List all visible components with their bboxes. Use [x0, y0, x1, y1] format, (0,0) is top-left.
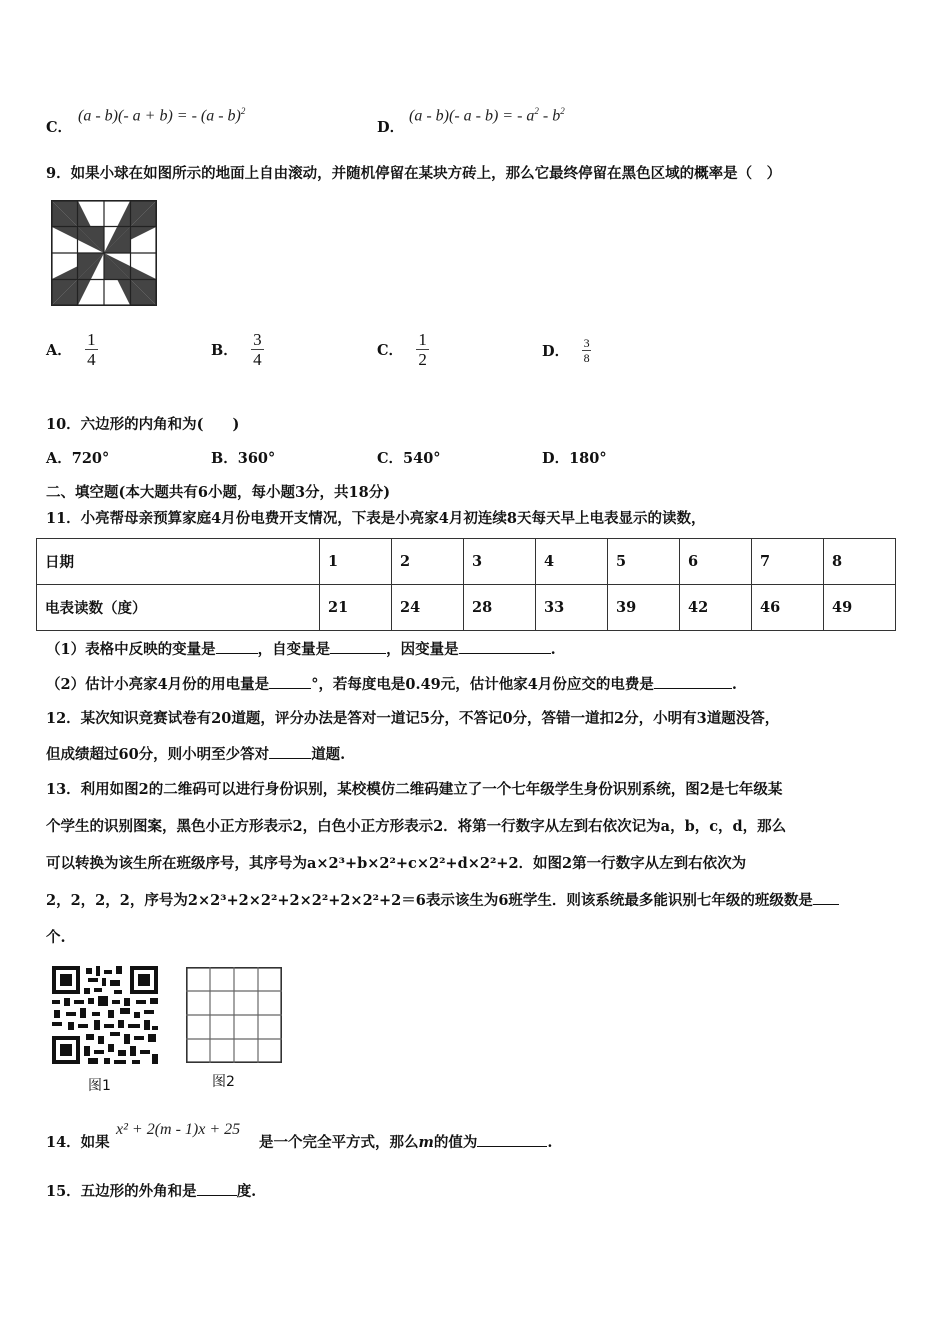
q11-table [36, 538, 896, 631]
table-cell: 7 [752, 539, 824, 585]
q13-line5: 个. [46, 929, 66, 946]
table-cell: 21 [320, 585, 392, 631]
q10-option-a: A．720° [46, 450, 110, 467]
q12-line2: 但成绩超过60分，则小明至少答对 道题. [46, 746, 346, 763]
table-cell: 5 [608, 539, 680, 585]
answer-blank[interactable] [269, 744, 311, 759]
answer-blank[interactable] [197, 1181, 237, 1196]
table-cell: 4 [536, 539, 608, 585]
answer-blank[interactable] [813, 890, 839, 905]
table-cell: 28 [464, 585, 536, 631]
table-cell: 8 [824, 539, 896, 585]
q13-line4: 2，2，2，2，序号为2×2³+2×2²+2×2²+2×2²+2＝6表示该生为6班学生．则该系统最多能识别七年级的班级数是 [46, 889, 839, 910]
q15-text: 15．五边形的外角和是 度. [46, 1183, 257, 1200]
table-row [37, 539, 896, 585]
table-cell: 3 [464, 539, 536, 585]
q10-option-b: B．360° [211, 450, 276, 467]
q13-line1: 13．利用如图2的二维码可以进行身份识别，某校模仿二维码建立了一个七年级学生身份识别系统，图2是七年级某 [46, 781, 783, 798]
qr-code-image [52, 966, 158, 1064]
q9-option-a: A． $\frac{1}{4}$ [46, 330, 98, 369]
table-header-cell: 电表读数（度） [37, 585, 320, 631]
q10-option-c: C．540° [377, 450, 441, 467]
q9-tile-figure [51, 200, 157, 306]
figure2-label: 图2 [212, 1074, 235, 1090]
table-header-cell: 日期 [37, 539, 320, 585]
q8-option-c-label: C． [46, 119, 73, 136]
q13-line3: 可以转换为该生所在班级序号，其序号为a×2³+b×2²+c×2²+d×2²+2．如图2第一行数字从左到右依次为 [46, 855, 747, 872]
table-cell: 39 [608, 585, 680, 631]
figure1-label: 图1 [88, 1078, 111, 1094]
q14-expression: x² + 2(m - 1)x + 25 [116, 1121, 241, 1138]
q8-option-d-expr: (a - b)(- a - b) = - $a^2 - b^2$ [409, 106, 565, 125]
q12-line1: 12．某次知识竞赛试卷有20道题，评分办法是答对一道记5分，不答记0分，答错一道扣2分，小明有3道题没答， [46, 710, 780, 727]
q8-option-c-expr: (a - b)(- a + b) = - (a - b)$^2$ [78, 106, 246, 125]
q9-option-d: D． $\frac{3}{8}$ [542, 336, 590, 365]
section-title: 二、填空题(本大题共有6小题，每小题3分，共18分) [46, 484, 391, 501]
q9-text: 9．如果小球在如图所示的地面上自由滚动，并随机停留在某块方砖上，那么它最终停留在黑色区域的概率是（ ） [46, 165, 782, 182]
q10-option-d: D．180° [542, 450, 607, 467]
table-cell: 33 [536, 585, 608, 631]
table-cell: 42 [680, 585, 752, 631]
table-cell: 2 [392, 539, 464, 585]
q11-text: 11．小亮帮母亲预算家庭4月份电费开支情况，下表是小亮家4月初连续8天每天早上电表显示的读数， [46, 510, 706, 527]
q8-option-d-label: D． [377, 119, 405, 136]
answer-blank[interactable] [330, 639, 386, 654]
q10-text: 10．六边形的内角和为( ) [46, 416, 240, 433]
q9-option-c: C． $\frac{1}{2}$ [377, 330, 429, 369]
table-cell: 46 [752, 585, 824, 631]
table-cell: 24 [392, 585, 464, 631]
answer-blank[interactable] [654, 674, 732, 689]
figure2-grid [186, 967, 282, 1063]
q11-sub1: （1）表格中反映的变量是 ，自变量是 ，因变量是 . [46, 641, 556, 658]
q14-suffix: 是一个完全平方式，那么m的值为 . [259, 1134, 553, 1151]
q14-prefix: 14．如果 [46, 1134, 110, 1151]
q11-sub2: （2）估计小亮家4月份的用电量是 °，若每度电是0.49元，估计他家4月份应交的电费是 . [46, 676, 737, 693]
table-cell: 6 [680, 539, 752, 585]
q13-line2: 个学生的识别图案，黑色小正方形表示2，白色小正方形表示2．将第一行数字从左到右依次记为a，b，c，d，那么 [46, 818, 787, 835]
q9-option-b: B． $\frac{3}{4}$ [211, 330, 264, 369]
table-row [37, 585, 896, 631]
table-cell: 49 [824, 585, 896, 631]
answer-blank[interactable] [216, 639, 258, 654]
table-cell: 1 [320, 539, 392, 585]
answer-blank[interactable] [477, 1132, 547, 1147]
answer-blank[interactable] [269, 674, 311, 689]
answer-blank[interactable] [459, 639, 551, 654]
